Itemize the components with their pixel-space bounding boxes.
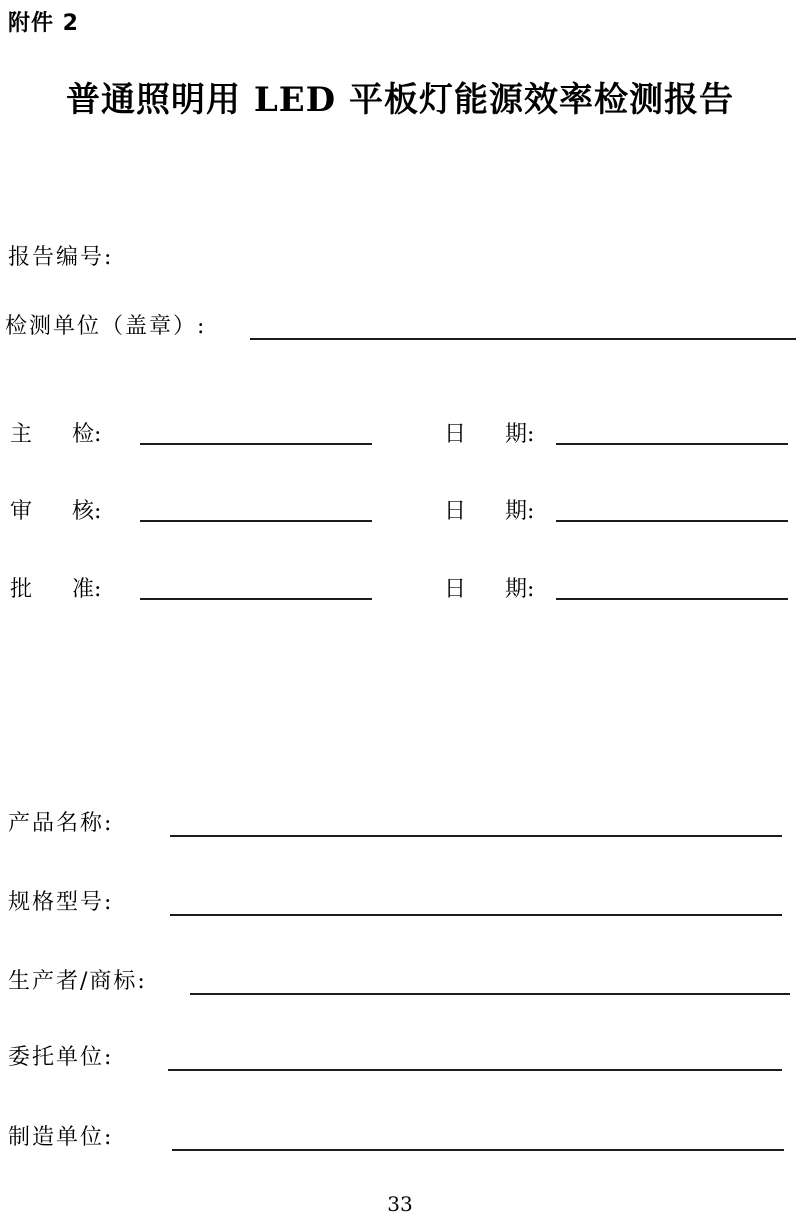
date-label-char: 日 — [444, 499, 467, 524]
signer-blank — [140, 520, 372, 522]
signature-row-chief-inspector — [0, 415, 800, 463]
date-blank — [556, 598, 788, 600]
product-field-row-product-name — [0, 806, 800, 852]
product-field-row-manufacturing-unit — [0, 1120, 800, 1166]
signature-row-reviewer — [0, 492, 800, 540]
report-number-label: 报告编号: — [8, 245, 114, 270]
field-blank — [190, 993, 790, 995]
attachment-label: 附件 2 — [8, 11, 79, 36]
date-label-char: 期: — [505, 499, 535, 524]
date-label-char: 日 — [444, 577, 467, 602]
signer-label-char: 审 — [10, 499, 33, 524]
date-label-char: 期: — [505, 577, 535, 602]
field-label: 委托单位: — [8, 1045, 114, 1070]
field-label: 制造单位: — [8, 1125, 114, 1150]
signer-blank — [140, 443, 372, 445]
field-label: 生产者/商标: — [8, 969, 147, 994]
field-blank — [168, 1069, 782, 1071]
field-label: 产品名称: — [8, 811, 114, 836]
date-blank — [556, 443, 788, 445]
signer-blank — [140, 598, 372, 600]
signer-label-char: 批 — [10, 577, 33, 602]
test-unit-blank — [250, 338, 796, 340]
date-label-char: 期: — [505, 422, 535, 447]
signature-row-approver — [0, 570, 800, 618]
field-blank — [170, 835, 782, 837]
signer-label-char: 检: — [72, 422, 102, 447]
signer-label-char: 核: — [72, 499, 102, 524]
test-unit-label: 检测单位（盖章）: — [5, 314, 207, 339]
document-title: 普通照明用 LED 平板灯能源效率检测报告 — [66, 80, 734, 120]
date-blank — [556, 520, 788, 522]
signer-label-char: 准: — [72, 577, 102, 602]
product-field-row-commissioning-unit — [0, 1040, 800, 1086]
field-blank — [172, 1149, 784, 1151]
field-blank — [170, 914, 782, 916]
field-label: 规格型号: — [8, 890, 114, 915]
date-label-char: 日 — [444, 422, 467, 447]
page-number: 33 — [387, 1192, 413, 1216]
product-field-row-producer-trademark — [0, 964, 800, 1010]
product-field-row-model-spec — [0, 885, 800, 931]
signer-label-char: 主 — [10, 422, 33, 447]
